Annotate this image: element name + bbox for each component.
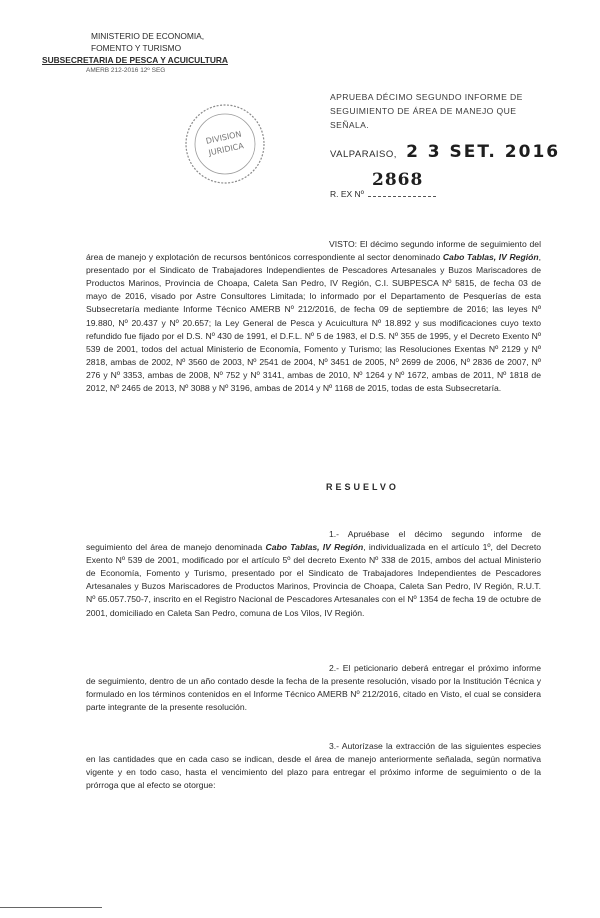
stamp-line-2: JURIDICA — [207, 141, 245, 158]
visto-label: VISTO: — [329, 239, 358, 249]
item-1-area-name: Cabo Tablas, IV Región — [265, 542, 364, 553]
item-2 — [86, 662, 541, 714]
city: VALPARAISO, — [330, 149, 397, 160]
item-1 — [86, 528, 541, 620]
stamp-line-1: DIVISION — [205, 129, 243, 146]
subsecretaria-name: SUBSECRETARIA DE PESCA Y ACUICULTURA — [42, 55, 228, 65]
visto-text-b: , presentado por el Sindicato de Trabajadores Independientes de Pescadores Artesanales y Buzos Mariscadores de Productos Marinos, Provincia de Choapa, Caleta San Pedro, IV Región, C.I. SUBPESCA Nº 5815, de fecha 03 de mayo de 2016, visado por Astre Consultores Limitada; lo informado por el Departamento de Pesquerías de esta Subsecretaría mediante Informe Técnico AMERB Nº 212/2016, de fecha 09 de septiembre de 2016; las leyes Nº 19.880, Nº 20.437 y Nº 20.657; la Ley General de Pesca y Acuicultura Nº 18.892 y sus modificaciones cuyo texto refundido fue fijado por el D.S. Nº 430 de 1991, el D.F.L. Nº 5 de 1983, el D.S. Nº 355 de 1995, y el Decreto Exento Nº 539 de 2001, todos del actual Ministerio de Economía, Fomento y Turismo; las Resoluciones Exentas Nº 2129 y Nº 2818, ambas de 2002, Nº 3560 de 2003, Nº 2541 de 2004, Nº 3451 de 2005, Nº 2699 de 2006, Nº 2836 de 2007, Nº 276 y Nº 3353, ambas de 2008, Nº 752 y Nº 3141, ambas de 2010, Nº 1264 y Nº 1672, ambas de 2011, Nº 1818 de 2012, Nº 2465 de 2013, Nº 3088 y Nº 3196, ambas de 2014 y Nº 1168 de 2015, todas de esta Subsecretaría. — [86, 252, 541, 394]
ministry-name-2: FOMENTO Y TURISMO — [91, 43, 182, 53]
stamped-date: 2 3 SET. 2016 — [406, 142, 561, 162]
title-line-2: SEGUIMIENTO DE ÁREA DE MANEJO QUE SEÑALA. — [330, 106, 517, 130]
resuelvo-heading: RESUELVO — [326, 482, 399, 492]
ministry-name: MINISTERIO DE ECONOMIA, — [91, 31, 205, 41]
letterhead — [34, 30, 264, 75]
resolution-number-line — [330, 170, 436, 199]
item-3-text: 3.- Autorízase la extracción de las siguientes especies en las cantidades que en cada caso se indican, desde el área de manejo anteriormente señalada, según normativa vigente y en todo caso, hasta el vencimiento del plazo para entregar el próximo informe de seguimiento o de la prórroga que al efecto se otorgue: — [86, 741, 541, 791]
date-line — [330, 142, 560, 162]
item-1-lead: 1.- Apruébase el décimo segundo informe de seguimiento del área de manejo denominada — [86, 529, 541, 553]
visto-paragraph — [86, 238, 541, 395]
item-3 — [86, 740, 541, 792]
item-1-rest: , individualizada en el artículo 1º, del Decreto Exento Nº 539 de 2001, modificado por el artículo 5º del decreto Exento Nº 338 de 2015, ambos del actual Ministerio de Economía, Fomento y Turismo, presentado por el Sindicato de Trabajadores Independientes de Pescadores Artesanales y Buzos Mariscadores de Productos Marinos, Provincia de Choapa, Caleta San Pedro, IV Región, R.U.T. Nº 65.057.750-7, inscrito en el Registro Nacional de Pescadores Artesanales con el Nº 1354 de fecha 19 de octubre de 2001, domiciliado en Caleta San Pedro, comuna de Los Vilos, IV Región. — [86, 542, 541, 618]
visto-text-a: El décimo segundo informe de seguimiento del área de manejo y explotación de recursos bentónicos correspondiente al sector denominado — [86, 239, 541, 263]
division-juridica-stamp — [183, 102, 267, 186]
footer-rule — [0, 907, 102, 908]
resolution-title — [330, 90, 555, 132]
title-line-1: APRUEBA DÉCIMO SEGUNDO INFORME DE — [330, 92, 523, 102]
rex-label: R. EX Nº — [330, 189, 364, 199]
item-2-text: 2.- El peticionario deberá entregar el próximo informe de seguimiento, dentro de un año contado desde la fecha de la presente resolución, visado por la Institución Técnica y formulado en los términos contenidos en el Informe Técnico AMERB Nº 212/2016, citado en Visto, el cual se considera parte integrante de la presente resolución. — [86, 663, 541, 713]
reference-code: AMERB 212-2016 12º SEG — [86, 67, 166, 74]
visto-area-name: Cabo Tablas, IV Región — [442, 252, 539, 263]
resolution-number: 2868 — [372, 170, 424, 190]
